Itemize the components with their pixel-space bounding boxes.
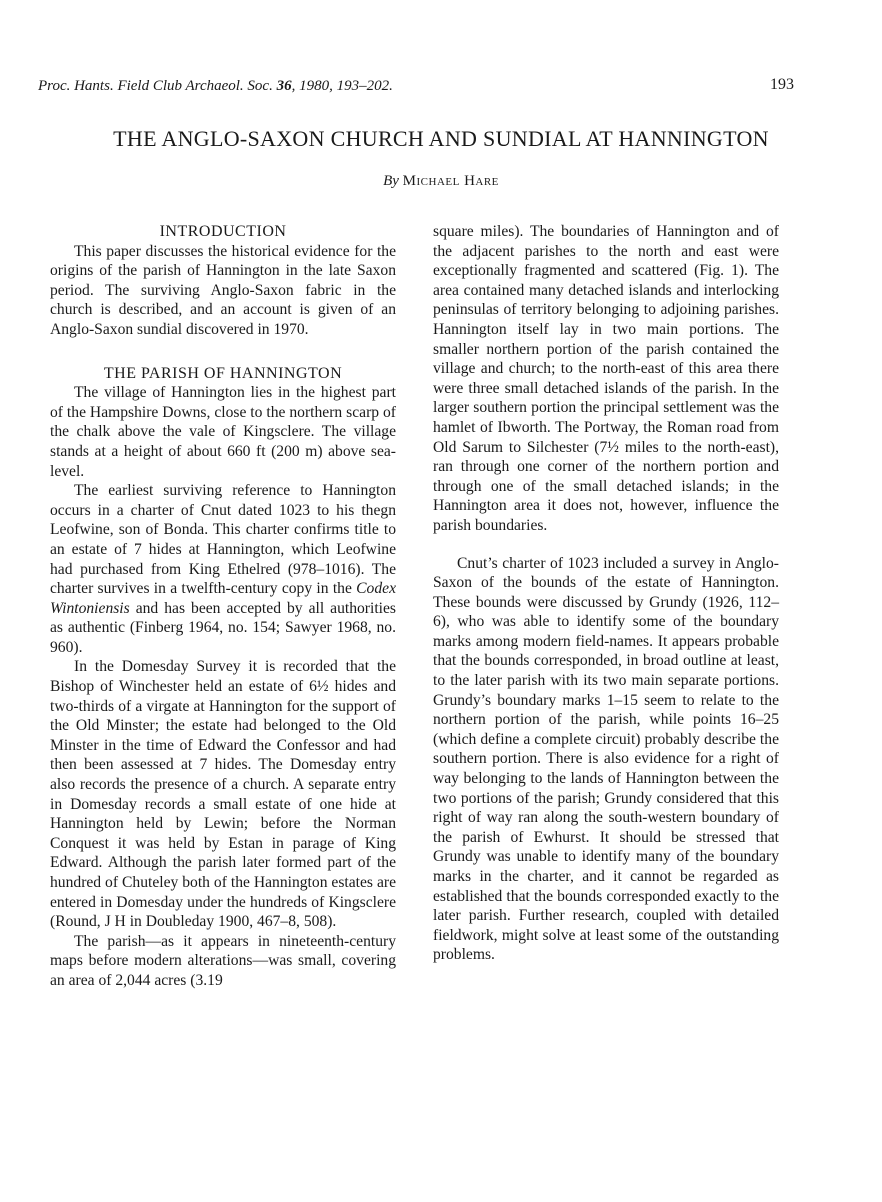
cnut-charter-paragraph: Cnut’s charter of 1023 included a survey in Anglo-Saxon of the bounds of the estate of Hannington. These bounds were discussed by Grundy (1926, 112–6), who was able to identify some of the boundary marks among modern field-names. It appears probable that the bounds corresponded, in broad outline at least, to the later parish with its two main separate portions. Grundy’s boundary marks 1–15 seem to relate to the northern portion of the parish, while points 16–25 (which define a complete circuit) probably describe the southern portion. There is also evidence for a right of way belonging to the lands of Hannington between the two portions of the parish; Grundy considered that this right of way ran along the south-western boundary of the parish of Ewhurst. It should be stressed that Grundy was unable to identify many of the boundary marks in the charter, and it cannot be regarded as established that the bounds corresponded exactly to the later parish. Further research, coupled with detailed fieldwork, might solve at least some of the outstanding problems. <box>433 554 779 964</box>
section-heading-introduction: INTRODUCTION <box>159 223 287 240</box>
byline-by: By <box>383 173 399 189</box>
paragraph-text: and has been accepted by all authorities as authentic (Finberg 1964, no. 154; Sawyer 1968, no. 960). <box>50 599 396 656</box>
codex-title: Codex Wintoniensis <box>50 580 396 617</box>
year-pages: , 1980, 193–202. <box>291 78 393 94</box>
continued-paragraph: square miles). The boundaries of Hannington and of the adjacent parishes to the north and east were exceptionally fragmented and scattered (Fig. 1). The area contained many detached islands and interlocking peninsulas of territory belonging to adjoining parishes. Hannington itself lay in two main portions. The smaller northern portion of the parish contained the village and church; to the north-east of this area there were three small detached islands of the parish. In the larger southern portion the principal settlement was the hamlet of Ibworth. The Portway, the Roman road from Old Sarum to Silchester (7½ miles to the north-east), ran through one corner of the northern portion and through one of the small detached islands; in the Hannington area it does not, however, influence the parish boundaries. <box>433 223 779 534</box>
page-number: 193 <box>770 76 794 93</box>
parish-paragraph-2 <box>50 481 396 657</box>
paragraph-text: The earliest surviving reference to Hannington occurs in a charter of Cnut dated 1023 to his thegn Leofwine, son of Bonda. This charter confirms title to an estate of 7 hides at Hannington, which Leofwine had purchased from King Ethelred (978–1016). The charter survives in a twelfth-century copy in the <box>50 482 396 598</box>
parish-paragraph-3: In the Domesday Survey it is recorded that the Bishop of Winchester held an estate of 6½ hides and two-thirds of a virgate at Hannington for the support of the Old Minster; the estate had belonged to the Old Minster in the time of Edward the Confessor and had then been assessed at 7 hides. The Domesday entry also records the presence of a church. A separate entry in Domesday records a small estate of one hide at Hannington held by Lewin; before the Norman Conquest it was held by Estan in parage of King Edward. Although the parish later formed part of the hundred of Chuteley both of the Hannington estates are entered in Domesday under the hundreds of Kingsclere (Round, J H in Doubleday 1900, 467–8, 508). <box>50 658 396 931</box>
byline <box>0 173 882 190</box>
introduction-paragraph: This paper discusses the historical evidence for the origins of the parish of Hannington in the late Saxon period. The surviving Anglo-Saxon fabric in the church is described, and an account is given of an Anglo-Saxon sundial discovered in 1970. <box>50 242 396 338</box>
article-title: THE ANGLO-SAXON CHURCH AND SUNDIAL AT HANNINGTON <box>113 126 769 151</box>
author-name: Michael Hare <box>402 173 499 189</box>
parish-paragraph-4: The parish—as it appears in nineteenth-century maps before modern alterations—was small, covering an area of 2,044 acres (3.19 <box>50 932 396 989</box>
volume-number: 36 <box>276 78 292 94</box>
left-column <box>50 222 396 991</box>
parish-paragraph-1: The village of Hannington lies in the highest part of the Hampshire Downs, close to the northern scarp of the chalk above the vale of Kingsclere. The village stands at a height of about 660 ft (200 m) above sea-level. <box>50 384 396 480</box>
right-column <box>433 222 779 965</box>
running-header <box>38 78 796 95</box>
journal-name: Proc. Hants. Field Club Archaeol. Soc. <box>38 78 273 94</box>
section-heading-parish: THE PARISH OF HANNINGTON <box>103 364 343 382</box>
